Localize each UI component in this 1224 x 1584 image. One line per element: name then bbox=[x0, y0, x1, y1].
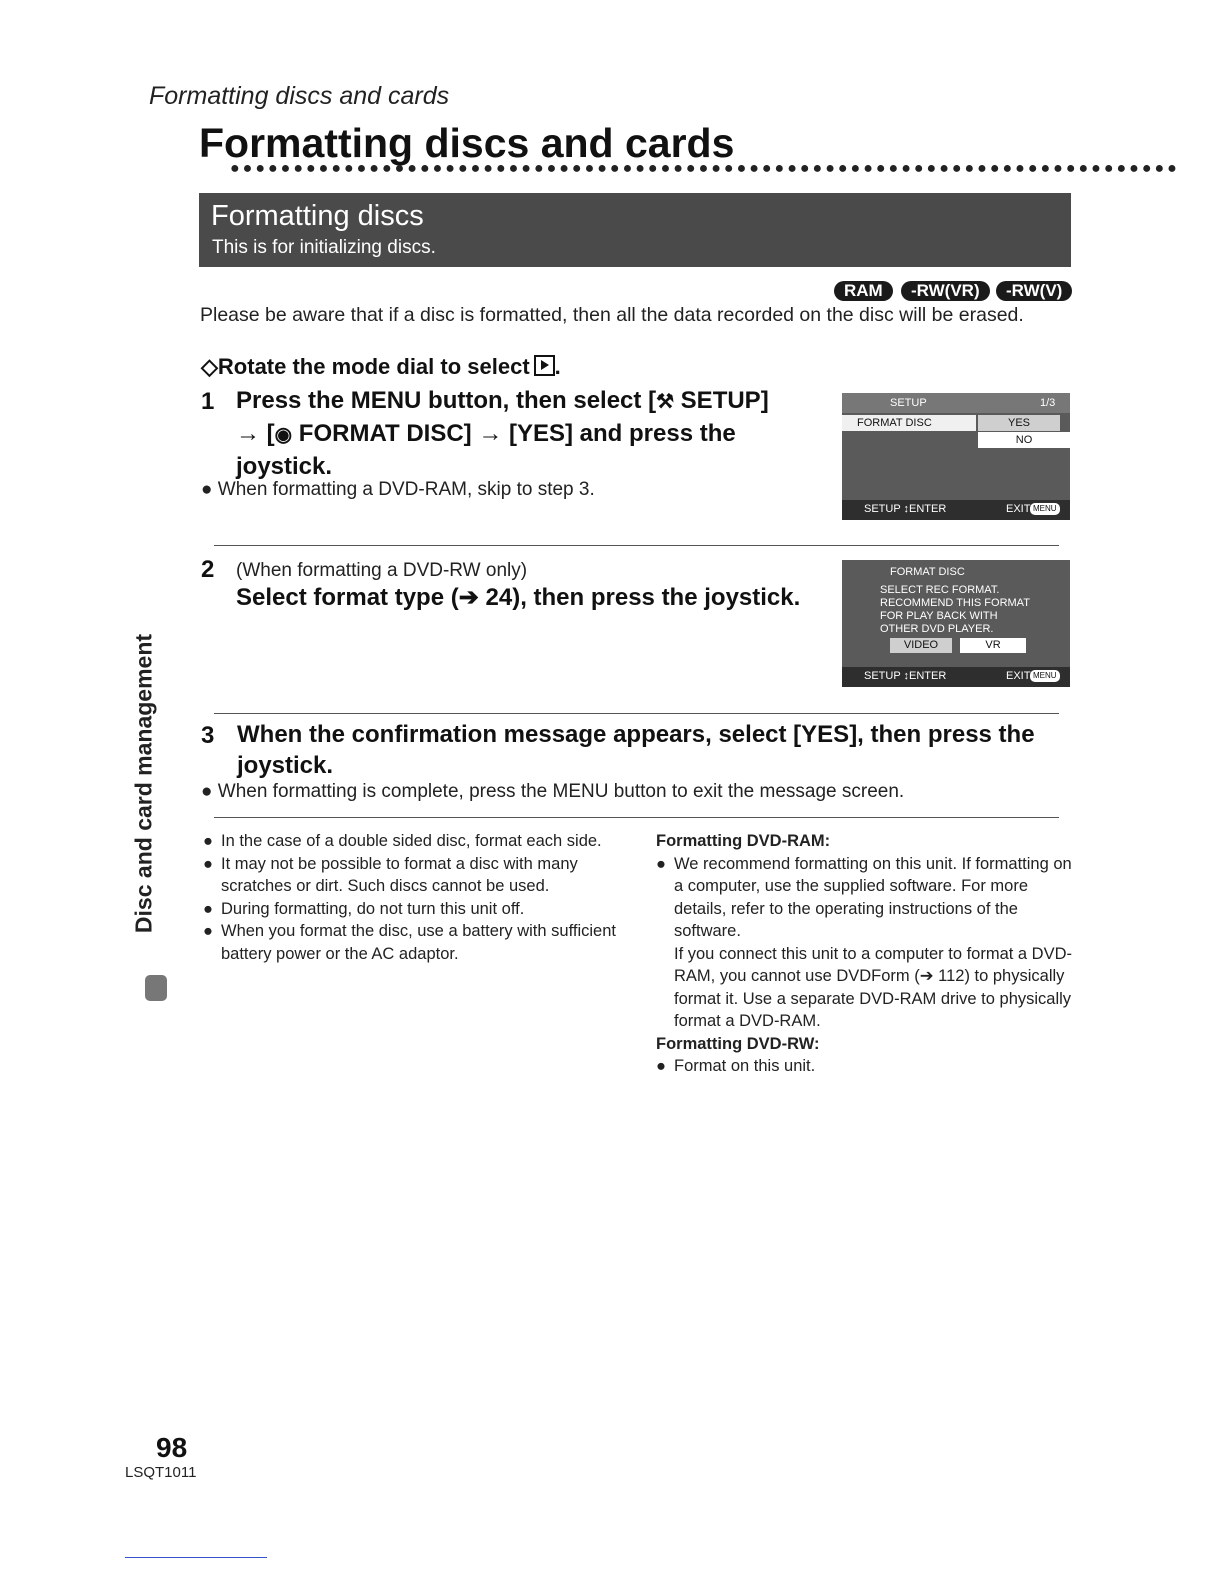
step-3-number: 3 bbox=[201, 722, 215, 749]
note-item: ● During formatting, do not turn this unit off. bbox=[203, 898, 628, 921]
step-1-line2-start: → [ bbox=[236, 420, 275, 447]
divider-2 bbox=[214, 713, 1059, 714]
intro-paragraph: Please be aware that if a disc is formatted, then all the data recorded on the disc will be erased. bbox=[200, 304, 1024, 326]
step-3-line2: joystick. bbox=[237, 752, 334, 779]
step-3-note: ● When formatting is complete, press the MENU button to exit the message screen. bbox=[201, 781, 905, 802]
badge-rw-vr: -RW(VR) bbox=[901, 281, 990, 301]
step-1-line3: joystick. bbox=[236, 453, 333, 480]
lcd-header-label: SETUP bbox=[890, 397, 927, 409]
rw-text: Format on this unit. bbox=[674, 1057, 816, 1075]
lcd-screen-format-type bbox=[842, 560, 1070, 687]
step-1-note-text: When formatting a DVD-RAM, skip to step 3. bbox=[217, 479, 595, 500]
divider-1 bbox=[214, 545, 1059, 546]
lcd2-message bbox=[880, 584, 1030, 636]
section-title: Formatting discs bbox=[211, 200, 424, 232]
note-text: In the case of a double sided disc, format each side. bbox=[221, 832, 602, 850]
badge-ram: RAM bbox=[834, 281, 893, 301]
lcd2-footer-left: SETUP ↕ENTER bbox=[864, 670, 947, 682]
section-subtitle: This is for initializing discs. bbox=[212, 237, 436, 258]
step-2-number: 2 bbox=[201, 556, 215, 583]
lcd2-footer-right: EXIT bbox=[1006, 670, 1031, 682]
prestep-text: Rotate the mode dial to select bbox=[217, 354, 530, 379]
step-2-condition: (When formatting a DVD-RW only) bbox=[236, 560, 528, 581]
note-text: When you format the disc, use a battery with sufficient battery power or the AC adaptor. bbox=[221, 922, 616, 963]
step-1-number: 1 bbox=[201, 388, 215, 415]
notes-left bbox=[203, 830, 628, 965]
ram-heading: Formatting DVD-RAM: bbox=[656, 832, 831, 850]
lcd2-line: RECOMMEND THIS FORMAT bbox=[880, 597, 1030, 609]
prestep-instruction: ◇Rotate the mode dial to select . bbox=[201, 354, 561, 379]
lcd2-header: FORMAT DISC bbox=[890, 566, 965, 578]
ram-text-2: If you connect this unit to a computer to format a DVD-RAM, you cannot use DVDForm (➔ 112) to physically format it. Use a separate DVD-RAM drive to physically format a DVD-RAM. bbox=[674, 944, 1073, 1030]
step-1-note: ● When formatting a DVD-RAM, skip to step 3. bbox=[201, 479, 595, 500]
lcd2-line: FOR PLAY BACK WITH bbox=[880, 610, 998, 622]
lcd2-line: SELECT REC FORMAT. bbox=[880, 584, 1000, 596]
lcd-page-indicator: 1/3 bbox=[1040, 397, 1056, 409]
lcd-option-yes: YES bbox=[978, 415, 1060, 431]
running-head: Formatting discs and cards bbox=[149, 82, 450, 110]
wrench-setup-icon: ⚒ bbox=[656, 391, 674, 413]
document-code: LSQT1011 bbox=[125, 1464, 197, 1481]
section-banner bbox=[199, 193, 1071, 267]
title-dot-leader: ●●●●●●●●●●●●●●●●●●●●●●●●●●●●●●●●●●●●●●●●●●●●●●●●●●●●●●●●●●●●●●●●●●●●●●●●●●● bbox=[230, 160, 1180, 177]
page-title: Formatting discs and cards bbox=[199, 120, 735, 166]
side-tab-label: Disc and card management bbox=[130, 633, 157, 934]
lcd-footer-right: EXIT bbox=[1006, 503, 1031, 515]
lcd2-line: OTHER DVD PLAYER. bbox=[880, 623, 994, 635]
play-mode-icon bbox=[534, 355, 555, 376]
ram-text-1: We recommend formatting on this unit. If formatting on a computer, use the supplied software. For more details, refer to the operating instructions of the software. bbox=[674, 854, 1072, 940]
lcd-menu-item-format-disc: FORMAT DISC bbox=[842, 415, 976, 431]
divider-3 bbox=[214, 817, 1059, 818]
page-number: 98 bbox=[156, 1432, 188, 1463]
footer-rule bbox=[125, 1557, 267, 1558]
step-1-line2-end: FORMAT DISC] → [YES] and press the bbox=[298, 420, 736, 447]
rw-heading: Formatting DVD-RW: bbox=[656, 1034, 820, 1053]
note-item: ● It may not be possible to format a disc with many scratches or dirt. Such discs cannot be used. bbox=[203, 853, 628, 898]
lcd-screen-setup-menu bbox=[842, 393, 1070, 520]
badge-rw-v: -RW(V) bbox=[996, 281, 1072, 301]
step-3-note-text: When formatting is complete, press the MENU button to exit the message screen. bbox=[217, 781, 905, 802]
step-1-text bbox=[236, 385, 836, 482]
step-2-text: Select format type (➔ 24), then press the joystick. bbox=[236, 584, 801, 611]
note-item: ● When you format the disc, use a battery with sufficient battery power or the AC adaptor. bbox=[203, 920, 628, 965]
menu-badge-icon: MENU bbox=[1030, 670, 1060, 682]
menu-badge-icon: MENU bbox=[1030, 503, 1060, 515]
step-1-line1-end: SETUP] bbox=[680, 387, 769, 414]
step-1-line1: Press the MENU button, then select [ bbox=[236, 387, 657, 414]
ram-item: ● We recommend formatting on this unit. If formatting on a computer, use the supplied software. For more details, refer to the operating instructions of the software. If you connect this unit to a computer to format a DVD-RAM, you cannot use DVDForm (➔ 112) to physically format it. Use a separate DVD-RAM drive to physically format a DVD-RAM. bbox=[656, 853, 1076, 1033]
diamond-icon: ◇ bbox=[201, 354, 218, 379]
rw-item: ● Format on this unit. bbox=[656, 1055, 1076, 1078]
lcd-footer-left: SETUP ↕ENTER bbox=[864, 503, 947, 515]
lcd2-option-vr: VR bbox=[960, 638, 1026, 653]
side-tab-marker bbox=[145, 975, 167, 1001]
side-tab bbox=[122, 620, 166, 960]
step-3-line1: When the confirmation message appears, select [YES], then press the bbox=[237, 721, 1035, 748]
notes-right bbox=[656, 830, 1076, 1078]
note-item: ● In the case of a double sided disc, format each side. bbox=[203, 830, 628, 853]
lcd-option-no: NO bbox=[978, 432, 1070, 448]
lcd2-option-video: VIDEO bbox=[890, 638, 952, 653]
note-text: It may not be possible to format a disc with many scratches or dirt. Such discs cannot be used. bbox=[221, 854, 578, 895]
disc-format-icon: ◉ bbox=[274, 424, 293, 446]
lcd-header-bar bbox=[842, 393, 1070, 413]
note-text: During formatting, do not turn this unit off. bbox=[221, 899, 525, 918]
